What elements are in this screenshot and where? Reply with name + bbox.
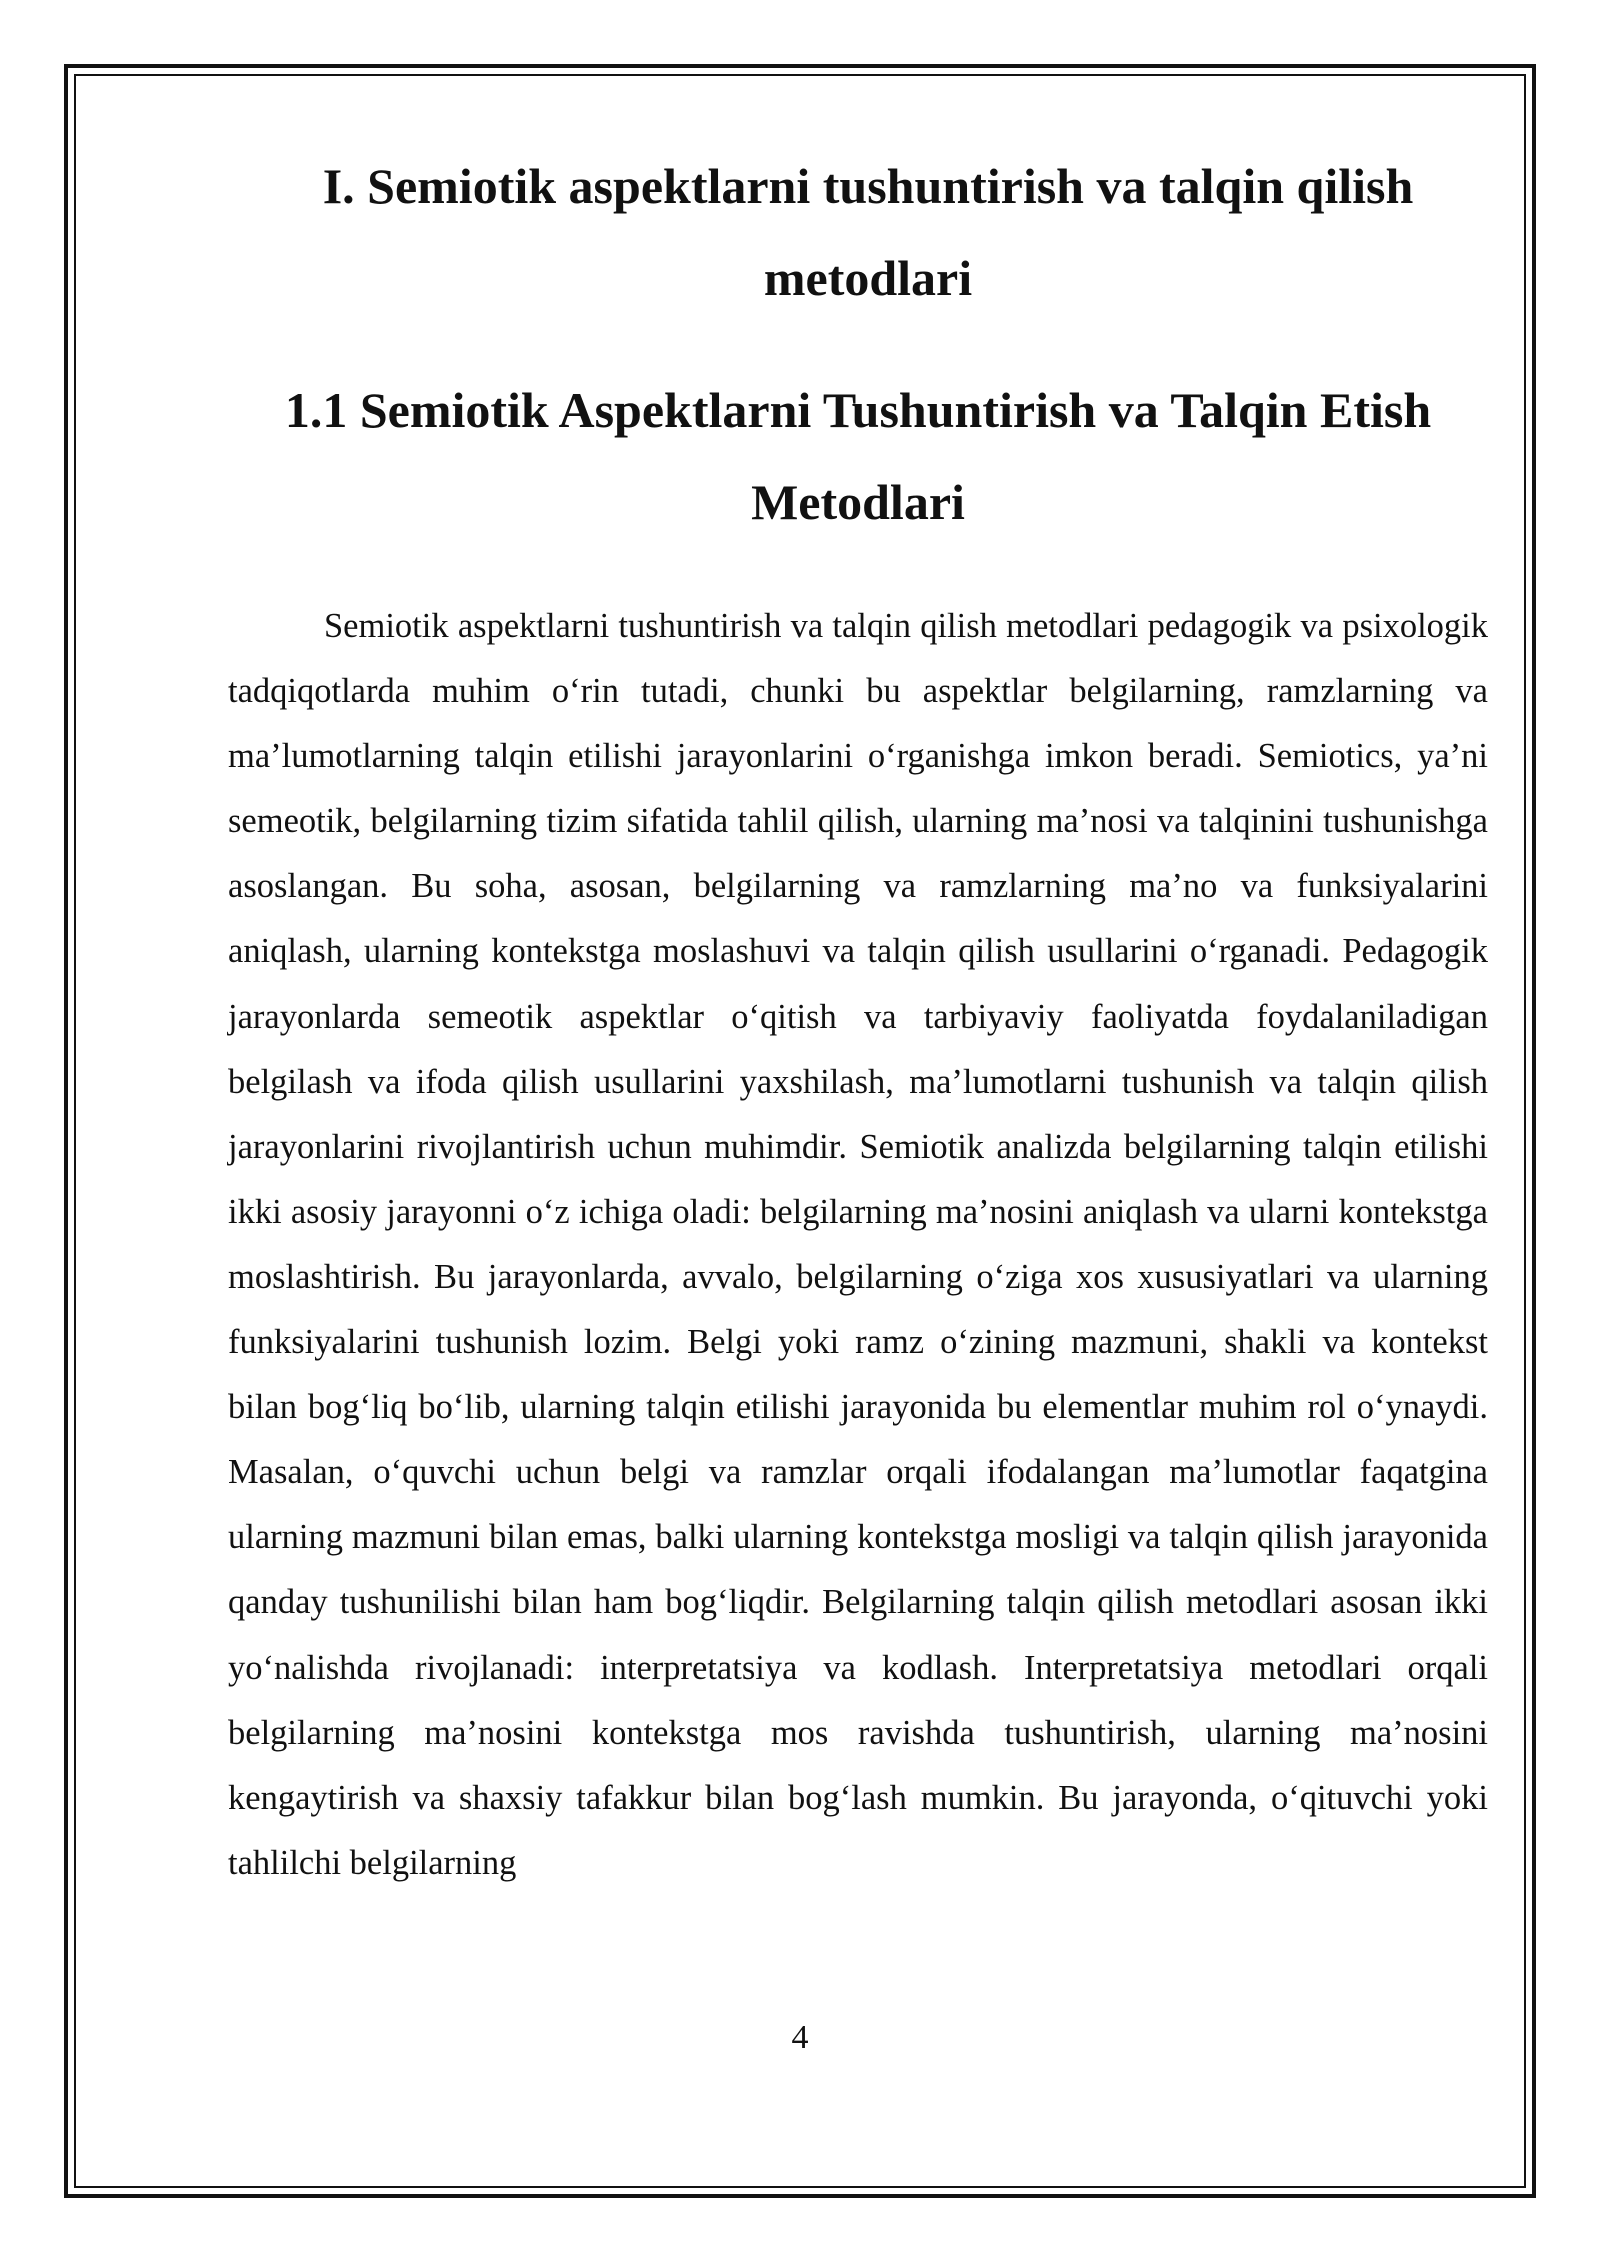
section-title: 1.1 Semiotik Aspektlarni Tushuntirish va Talqin Etish Metodlari <box>284 382 1432 530</box>
page-number: 4 <box>791 2019 809 2056</box>
body-paragraph: Semiotik aspektlarni tushuntirish va talqin qilish metodlari pedagogik va psixologik tadqiqotlarda muhim o‘rin tutadi, chunki bu aspektlar belgilarning, ramzlarning va ma’lumotlarning talqin etilishi jarayonlarini o‘rganishga imkon beradi. Semiotics, ya’ni semeotik, belgilarning tizim sifatida tahlil qilish, ularning ma’nosi va talqinini tushunishga asoslangan. Bu soha, asosan, belgilarning va ramzlarning ma’no va funksiyalarini aniqlash, ularning kontekstga moslashuvi va talqin qilish usullarini o‘rganadi. Pedagogik jarayonlarda semeotik aspektlar o‘qitish va tarbiyaviy faoliyatda foydalaniladigan belgilash va ifoda qilish usullarini yaxshilash, ma’lumotlarni tushunish va talqin qilish jarayonlarini rivojlantirish uchun muhimdir. Semiotik analizda belgilarning talqin etilishi ikki asosiy jarayonni o‘z ichiga oladi: belgilarning ma’nosini aniqlash va ularni kontekstga moslashtirish. Bu jarayonlarda, avvalo, belgilarning o‘ziga xos xususiyatlari va ularning funksiyalarini tushunish lozim. Belgi yoki ramz o‘zining mazmuni, shakli va kontekst bilan bog‘liq bo‘lib, ularning talqin etilishi jarayonida bu elementlar muhim rol o‘ynaydi. Masalan, o‘quvchi uchun belgi va ramzlar orqali ifodalangan ma’lumotlar faqatgina ularning mazmuni bilan emas, balki ularning kontekstga mosligi va talqin qilish jarayonida qanday tushunilishi bilan ham bog‘liqdir. Belgilarning talqin qilish metodlari asosan ikki yo‘nalishda rivojlanadi: interpretatsiya va kodlash. Interpretatsiya metodlari orqali belgilarning ma’nosini kontekstga mos ravishda tushuntirish, ularning ma’nosini kengaytirish va shaxsiy tafakkur bilan bog‘lash mumkin. Bu jarayonda, o‘qituvchi yoki tahlilchi belgilarning <box>228 607 1488 1882</box>
chapter-title: I. Semiotik aspektlarni tushuntirish va talqin qilish metodlari <box>322 158 1414 306</box>
page-content <box>228 140 1488 1896</box>
